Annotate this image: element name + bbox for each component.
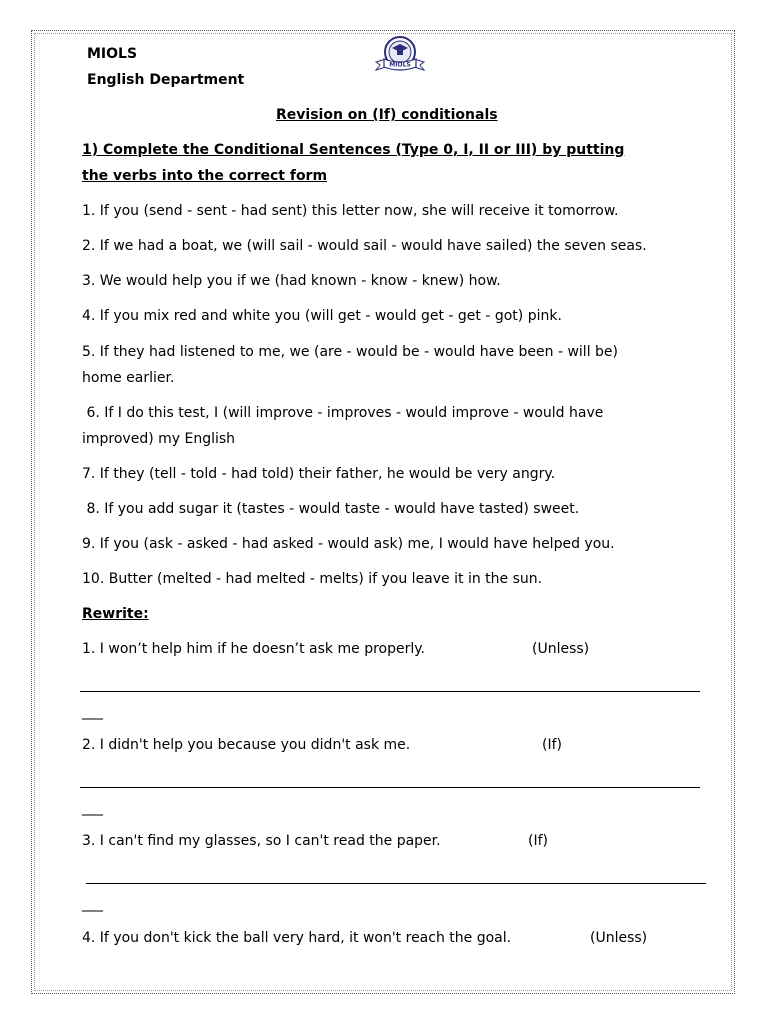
- rewrite-sentence: 1. I won’t help him if he doesn’t ask me properly.: [82, 641, 425, 657]
- rewrite-sentence: 3. I can't find my glasses, so I can't read the paper.: [82, 833, 441, 849]
- school-name: MIOLS: [87, 46, 138, 62]
- exercise-item: 6. If I do this test, I (will improve - improves - would improve - would have: [82, 405, 604, 421]
- rewrite-sentence: 2. I didn't help you because you didn't ask me.: [82, 737, 411, 753]
- answer-line[interactable]: [80, 691, 700, 692]
- rewrite-heading: Rewrite:: [82, 606, 149, 622]
- exercise-item: 4. If you mix red and white you (will get - would get - get - got) pink.: [82, 308, 562, 324]
- answer-line-tail: ___: [82, 800, 103, 816]
- exercise-item-continued: home earlier.: [82, 370, 175, 386]
- exercise-item-continued: improved) my English: [82, 431, 236, 447]
- exercise-item: 3. We would help you if we (had known - know - knew) how.: [82, 273, 501, 289]
- rewrite-hint: (Unless): [590, 930, 648, 946]
- rewrite-sentence: 4. If you don't kick the ball very hard, it won't reach the goal.: [82, 930, 512, 946]
- department-name: English Department: [87, 72, 245, 88]
- logo-text: MIOLS: [389, 61, 411, 69]
- exercise-item: 1. If you (send - sent - had sent) this letter now, she will receive it tomorrow.: [82, 203, 619, 219]
- exercise-item: 7. If they (tell - told - had told) their father, he would be very angry.: [82, 466, 556, 482]
- answer-line[interactable]: [80, 787, 700, 788]
- exercise-item: 8. If you add sugar it (tastes - would taste - would have tasted) sweet.: [82, 501, 580, 517]
- section1-heading-line1: 1) Complete the Conditional Sentences (Type 0, I, II or III) by putting: [82, 142, 625, 158]
- answer-line-tail: ___: [82, 704, 103, 720]
- page-title: Revision on (If) conditionals: [276, 107, 498, 123]
- exercise-item: 10. Butter (melted - had melted - melts) if you leave it in the sun.: [82, 571, 543, 587]
- rewrite-hint: (If): [542, 737, 562, 753]
- section1-heading-line2: the verbs into the correct form: [82, 168, 328, 184]
- rewrite-hint: (If): [528, 833, 548, 849]
- exercise-item: 2. If we had a boat, we (will sail - would sail - would have sailed) the seven seas.: [82, 238, 647, 254]
- answer-line-tail: ___: [82, 896, 103, 912]
- school-logo: [372, 34, 428, 76]
- exercise-item: 5. If they had listened to me, we (are - would be - would have been - will be): [82, 344, 618, 360]
- answer-line[interactable]: [86, 883, 706, 884]
- rewrite-hint: (Unless): [532, 641, 590, 657]
- exercise-item: 9. If you (ask - asked - had asked - would ask) me, I would have helped you.: [82, 536, 615, 552]
